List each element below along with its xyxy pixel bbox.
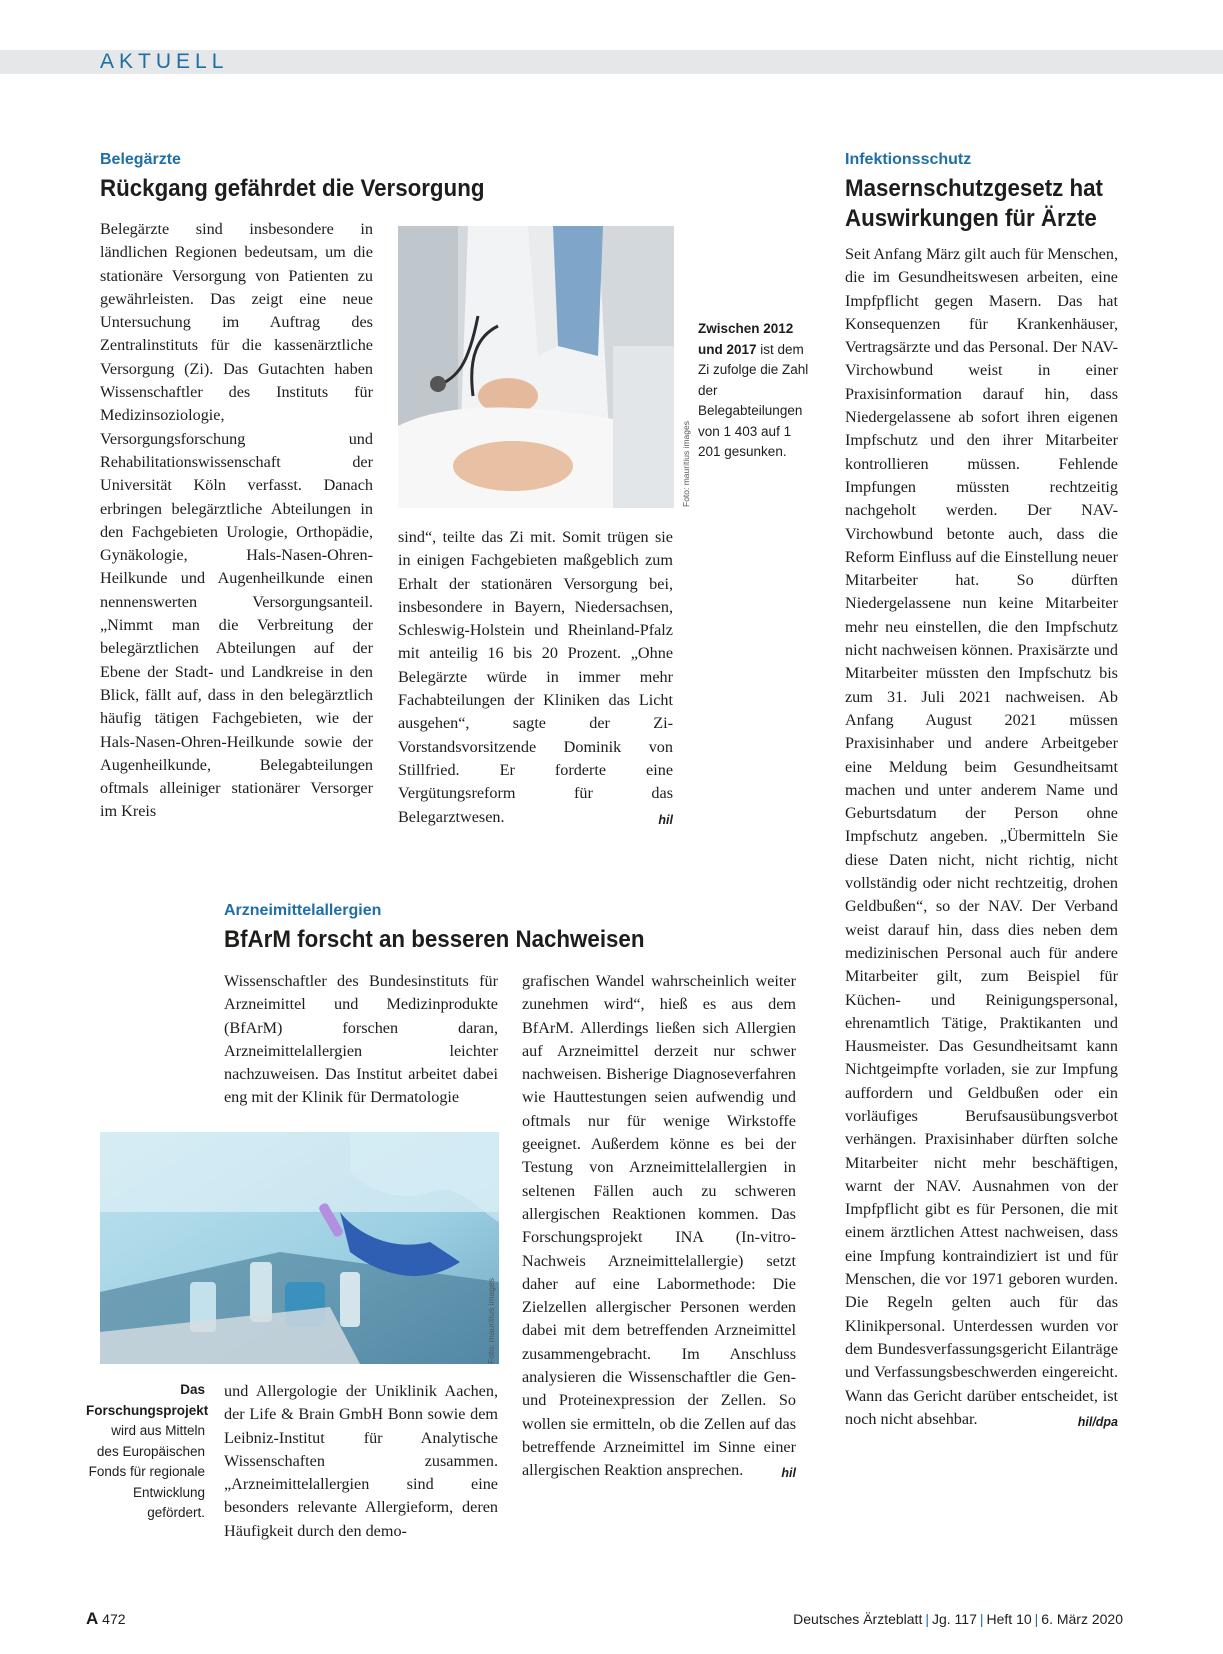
section-label: AKTUELL bbox=[100, 50, 229, 73]
article3-title-line1: Masernschutzgesetz hat bbox=[845, 175, 1103, 202]
article1-caption bbox=[698, 319, 813, 463]
page-letter: A bbox=[86, 1609, 99, 1628]
article2-col1-bottom-text: und Allergologie der Uniklinik Aachen, der Life & Brain GmbH Bonn sowie dem Leibniz-Institut für Analytische Wissenschaften zusammen. „Arzneimittelallergien sind eine besonders relevante Allergieform, deren Häufigkeit durch den demo- bbox=[224, 1382, 498, 1540]
article2-col1-top-text: Wissenschaftler des Bundesinstituts für Arzneimittel und Medizinprodukte (BfArM) forschen daran, Arzneimittelallergien leichter nachzuweisen. Das Institut arbeitet dabei eng mit der Klinik für Dermatologie bbox=[224, 972, 498, 1107]
lab-photo bbox=[100, 1132, 499, 1364]
article3-body-text: Seit Anfang März gilt auch für Menschen, die im Gesundheitswesen arbeiten, eine Impfpflicht gegen Masern. Das hat Konsequenzen für Krankenhäuser, Vertragsärzte und das Personal. Der NAV-Virchowbund weist in einer Praxisinformation darauf hin, dass Niedergelassene ab sofort ihren eigenen Impfschutz und den ihrer Mitarbeiter kontrollieren müssen. Fehlende Impfungen müssten rechtzeitig nachgeholt werden. Der NAV-Virchowbund betonte auch, dass die Reform Einfluss auf die Einstellung neuer Mitarbeiter hat. So dürften Niedergelassene nun keine Mitarbeiter mehr neu einstellen, die den Impfschutz nicht nachweisen können. Praxisärzte und Mitarbeiter müssten den Impfschutz bis zum 31. Juli 2021 nachweisen. Ab Anfang August 2021 müssen Praxisinhaber und andere Arbeitgeber eine Meldung beim Gesundheitsamt machen und unter anderem Name und Geburtsdatum der Person ohne Impfschutz angeben. „Übermitteln Sie diese Daten nicht, nicht richtig, nicht vollständig oder nicht rechtzeitig, drohen Geldbußen“, so der NAV. Der Verband weist darauf hin, dass dies neben dem medizinischen Personal auch für andere Mitarbeiter gilt, zum Beispiel für Küchen- und Reinigungspersonal, ehrenamtlich Tätige, Praktikanten und Hausmeister. Das Gesundheitsamt kann Nichtgeimpfte vorladen, sie zur Impfung auffordern und Geldbußen oder ein vorläufiges Berufsausübungsverbot verhängen. Praxisinhaber dürften solche Mitarbeiter nicht mehr beschäftigen, warnt der NAV. Ausnahmen von der Impfpflicht gibt es für Personen, die mit einem ärztlichen Attest nachweisen, dass eine Impfung kontraindiziert ist und für Menschen, die vor 1971 geboren wurden. Die Regeln gelten auch für das Klinikpersonal. Unterdessen wurden vor dem Bundesverfassungsgericht Eilanträge und Verfassungsbeschwerden eingereicht. Wann das Gericht darüber entscheidet, ist noch nicht absehbar. bbox=[845, 245, 1118, 1428]
article2-caption-text: wird aus Mitteln des Europäischen Fonds für regionale Entwicklung gefördert. bbox=[88, 1423, 205, 1520]
article3-title-line2: Auswirkungen für Ärzte bbox=[845, 205, 1097, 232]
article2-signature: hil bbox=[781, 1466, 796, 1481]
article2-caption-bold: Das Forschungsprojekt bbox=[86, 1382, 209, 1418]
doctor-photo bbox=[398, 226, 674, 508]
journal-volume: Jg. 117 bbox=[931, 1611, 977, 1627]
article3-signature: hil/dpa bbox=[1077, 1414, 1118, 1429]
article1-signature: hil bbox=[658, 812, 673, 827]
article1-column-1 bbox=[100, 218, 373, 824]
article1-kicker: Belegärzte bbox=[100, 151, 181, 168]
page-number bbox=[86, 1609, 126, 1629]
article2-caption bbox=[86, 1380, 209, 1524]
article2-photo-credit: Foto: mauritius images bbox=[486, 1278, 496, 1364]
article1-caption-text: ist dem Zi zufolge die Zahl der Belegabteilungen von 1 403 auf 1 201 gesunken. bbox=[698, 341, 809, 459]
article1-col2-text: sind“, teilte das Zi mit. Somit trügen sie in einigen Fachgebieten maßgeblich zum Erhalt der stationären Versorgung bei, insbesondere in Bayern, Niedersachsen, Schleswig-Holstein und Rheinland-Pfalz mit anteilig 16 bis 20 Prozent. „Ohne Belegärzte würde in immer mehr Fachabteilungen der Kliniken das Licht ausgehen“, sagte der Zi-Vorstandsvorsitzende Dominik von Stillfried. Er forderte eine Vergütungsreform für das Belegarztwesen. bbox=[398, 528, 673, 826]
article1-col1-text: Belegärzte sind insbesondere in ländlichen Regionen bedeutsam, um die stationäre Versorgung von Patienten zu gewährleisten. Das zeigt eine neue Untersuchung im Auftrag des Zentralinstituts für die kassenärztliche Versorgung (Zi). Das Gutachten haben Wissenschaftler des Instituts für Medizinsoziologie, Versorgungsforschung und Rehabilitationswissenschaft der Universität Köln verfasst. Danach erbringen belegärztliche Abteilungen in den Fachgebieten Urologie, Orthopädie, Gynäkologie, Hals-Nasen-Ohren-Heilkunde und Augenheilkunde einen nennenswerten Versorgungsanteil. „Nimmt man die Verbreitung der belegärztlichen Abteilungen auf der Ebene der Stadt- und Landkreise in den Blick, fällt auf, dass in den belegärztlich häufig tätigen Fachgebieten, wie der Hals-Nasen-Ohren-Heilkunde sowie der Augenheilkunde, Belegabteilungen oftmals alleiniger stationärer Versorger im Kreis bbox=[100, 220, 373, 821]
journal-issue: Heft 10 bbox=[986, 1611, 1032, 1627]
article1-photo-credit: Foto: mauritius images bbox=[681, 421, 691, 507]
article2-column-1-top bbox=[224, 970, 498, 1110]
article3-column bbox=[845, 243, 1118, 1434]
article1-column-2 bbox=[398, 526, 673, 832]
journal-date: 6. März 2020 bbox=[1041, 1611, 1123, 1627]
article2-kicker: Arzneimittelallergien bbox=[224, 902, 382, 919]
page-number-value: 472 bbox=[102, 1611, 126, 1627]
journal-footer: Deutsches Ärzteblatt | Jg. 117 | Heft 10 | 6. März 2020 bbox=[793, 1611, 1123, 1627]
article2-column-2 bbox=[522, 970, 796, 1486]
article2-col2-text: grafischen Wandel wahrscheinlich weiter zunehmen wird“, hieß es aus dem BfArM. Allerdings ließen sich Allergien auf Arzneimittel derzeit nur schwer nachweisen. Bisherige Diagnoseverfahren wie Hauttestungen seien aufwendig und oftmals nur für wenige Wirkstoffe geeignet. Außerdem könne es bei der Testung von Arzneimittelallergien in seltenen Fällen auch zu schweren allergischen Reaktionen kommen. Das Forschungsprojekt INA (In-vitro-Nachweis Arzneimittelallergie) setzt daher auf eine Labormethode: Die Zielzellen allergischer Personen werden dabei mit dem betreffenden Arzneimittel zusammengebracht. Im Anschluss analysieren die Wissenschaftler die Gen- und Proteinexpression der Zellen. So wollen sie ermitteln, ob die Zellen auf das betreffende Arzneimittel im Sinne einer allergischen Reaktion ansprechen. bbox=[522, 972, 796, 1480]
article2-column-1-bottom bbox=[224, 1380, 498, 1543]
article3-kicker: Infektionsschutz bbox=[845, 151, 972, 168]
article1-caption-bold: Zwischen 2012 und 2017 bbox=[698, 321, 794, 357]
article1-title: Rückgang gefährdet die Versorgung bbox=[100, 175, 485, 202]
article2-title: BfArM forscht an besseren Nachweisen bbox=[224, 926, 645, 953]
journal-name: Deutsches Ärzteblatt bbox=[793, 1611, 923, 1627]
